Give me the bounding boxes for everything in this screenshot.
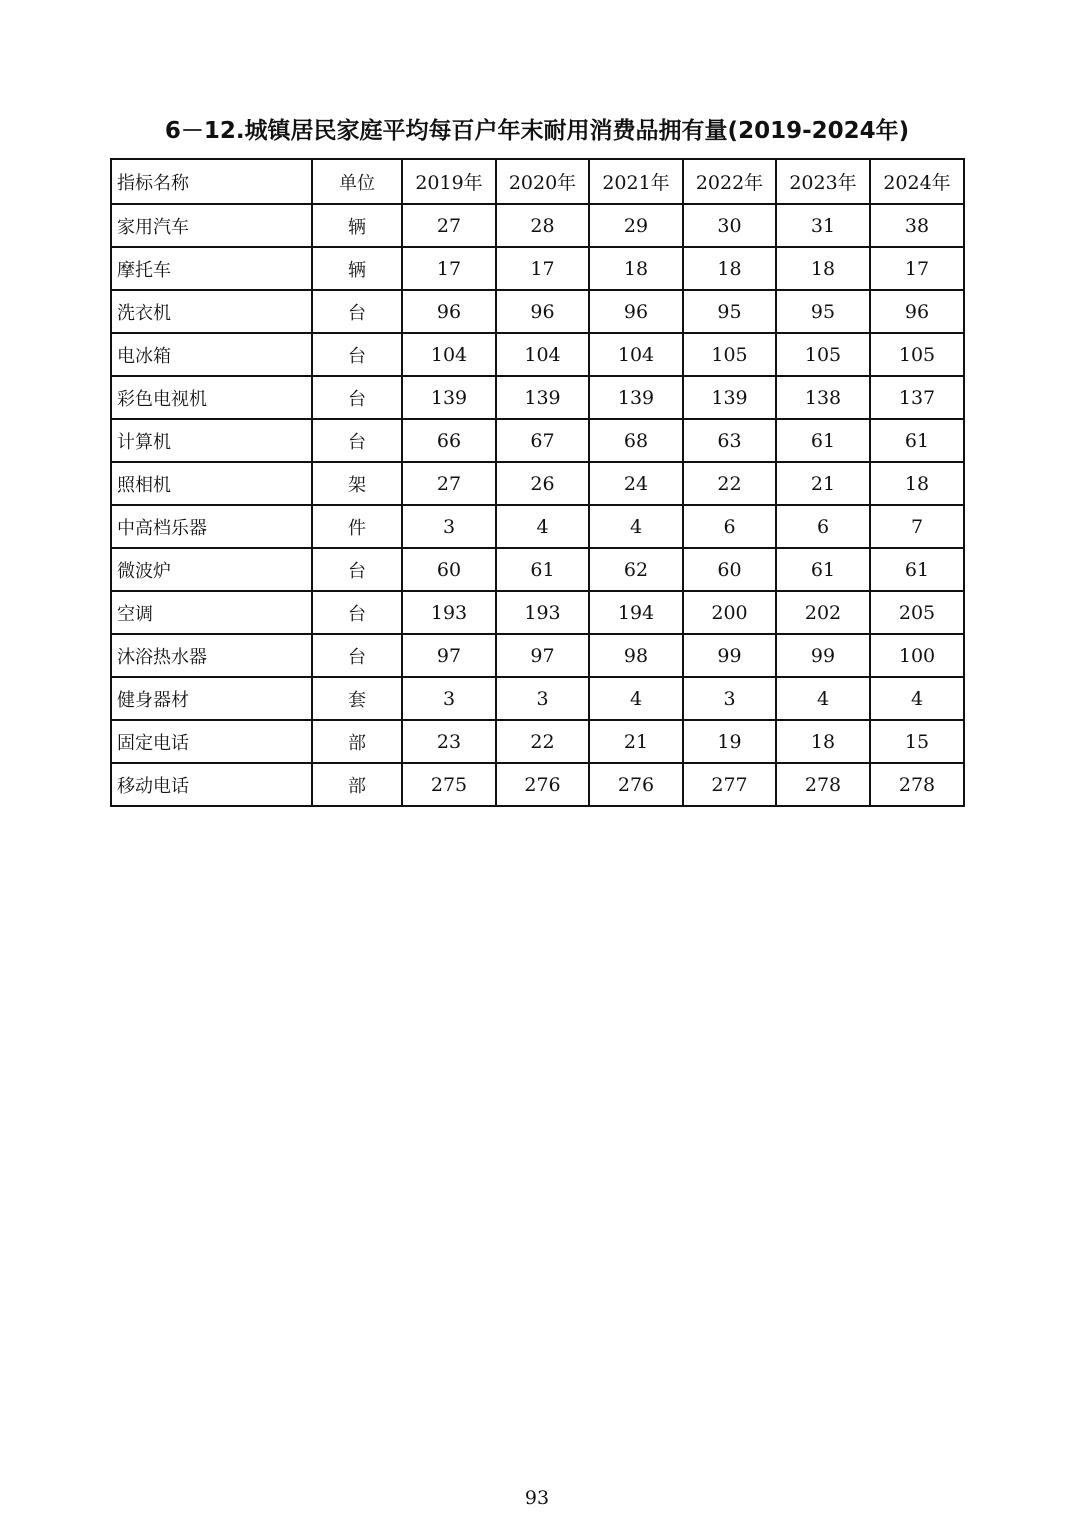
table-row (111, 247, 964, 290)
row-indicator-name: 洗衣机 (111, 290, 312, 333)
consumer-goods-table (110, 158, 965, 807)
row-value-cell: 139 (402, 376, 496, 419)
header-year-2019: 2019年 (402, 159, 496, 204)
row-value-cell: 61 (776, 548, 870, 591)
row-value-cell: 17 (496, 247, 589, 290)
row-value-cell: 104 (589, 333, 683, 376)
row-value-cell: 18 (683, 247, 776, 290)
table-row (111, 720, 964, 763)
row-value-cell: 95 (683, 290, 776, 333)
header-year-2023: 2023年 (776, 159, 870, 204)
row-value-cell: 139 (496, 376, 589, 419)
row-value-cell: 18 (776, 247, 870, 290)
row-value-cell: 29 (589, 204, 683, 247)
header-year-2021: 2021年 (589, 159, 683, 204)
row-value-cell: 3 (496, 677, 589, 720)
row-value-cell: 17 (402, 247, 496, 290)
row-value-cell: 27 (402, 462, 496, 505)
row-value-cell: 18 (870, 462, 964, 505)
row-unit: 台 (312, 419, 402, 462)
row-value-cell: 60 (683, 548, 776, 591)
row-value-cell: 205 (870, 591, 964, 634)
row-value-cell: 19 (683, 720, 776, 763)
row-value-cell: 200 (683, 591, 776, 634)
row-unit: 辆 (312, 204, 402, 247)
row-value-cell: 18 (589, 247, 683, 290)
row-value-cell: 278 (776, 763, 870, 806)
table-row (111, 505, 964, 548)
row-value-cell: 202 (776, 591, 870, 634)
row-value-cell: 66 (402, 419, 496, 462)
row-unit: 台 (312, 376, 402, 419)
row-value-cell: 61 (870, 548, 964, 591)
page-title: 6－12.城镇居民家庭平均每百户年末耐用消费品拥有量(2019-2024年) (164, 118, 910, 144)
row-value-cell: 98 (589, 634, 683, 677)
row-value-cell: 67 (496, 419, 589, 462)
row-value-cell: 139 (589, 376, 683, 419)
table-row (111, 763, 964, 806)
row-value-cell: 105 (776, 333, 870, 376)
row-value-cell: 99 (776, 634, 870, 677)
row-value-cell: 22 (683, 462, 776, 505)
row-unit: 台 (312, 290, 402, 333)
row-value-cell: 105 (870, 333, 964, 376)
row-value-cell: 63 (683, 419, 776, 462)
row-indicator-name: 家用汽车 (111, 204, 312, 247)
row-indicator-name: 沐浴热水器 (111, 634, 312, 677)
row-indicator-name: 中高档乐器 (111, 505, 312, 548)
row-value-cell: 4 (589, 677, 683, 720)
row-value-cell: 27 (402, 204, 496, 247)
table-row (111, 290, 964, 333)
row-value-cell: 278 (870, 763, 964, 806)
row-value-cell: 7 (870, 505, 964, 548)
row-indicator-name: 健身器材 (111, 677, 312, 720)
header-year-2024: 2024年 (870, 159, 964, 204)
row-value-cell: 105 (683, 333, 776, 376)
row-value-cell: 138 (776, 376, 870, 419)
row-value-cell: 60 (402, 548, 496, 591)
row-value-cell: 104 (402, 333, 496, 376)
header-year-2022: 2022年 (683, 159, 776, 204)
row-indicator-name: 照相机 (111, 462, 312, 505)
row-indicator-name: 固定电话 (111, 720, 312, 763)
row-value-cell: 30 (683, 204, 776, 247)
row-value-cell: 18 (776, 720, 870, 763)
row-value-cell: 275 (402, 763, 496, 806)
row-value-cell: 38 (870, 204, 964, 247)
row-value-cell: 97 (402, 634, 496, 677)
table-row (111, 548, 964, 591)
table-row (111, 462, 964, 505)
row-value-cell: 62 (589, 548, 683, 591)
header-year-2020: 2020年 (496, 159, 589, 204)
row-unit: 部 (312, 720, 402, 763)
row-value-cell: 15 (870, 720, 964, 763)
page-number: 93 (524, 1487, 550, 1509)
row-value-cell: 24 (589, 462, 683, 505)
row-value-cell: 193 (402, 591, 496, 634)
row-value-cell: 21 (589, 720, 683, 763)
row-value-cell: 4 (496, 505, 589, 548)
table-header-row (111, 159, 964, 204)
row-value-cell: 3 (402, 677, 496, 720)
row-indicator-name: 计算机 (111, 419, 312, 462)
row-value-cell: 4 (870, 677, 964, 720)
row-value-cell: 193 (496, 591, 589, 634)
row-value-cell: 23 (402, 720, 496, 763)
row-value-cell: 22 (496, 720, 589, 763)
row-value-cell: 95 (776, 290, 870, 333)
row-value-cell: 96 (589, 290, 683, 333)
row-value-cell: 28 (496, 204, 589, 247)
table-row (111, 204, 964, 247)
row-value-cell: 96 (870, 290, 964, 333)
row-unit: 架 (312, 462, 402, 505)
row-unit: 套 (312, 677, 402, 720)
row-value-cell: 4 (589, 505, 683, 548)
row-value-cell: 6 (776, 505, 870, 548)
table-row (111, 333, 964, 376)
row-value-cell: 17 (870, 247, 964, 290)
row-value-cell: 99 (683, 634, 776, 677)
row-value-cell: 6 (683, 505, 776, 548)
row-value-cell: 31 (776, 204, 870, 247)
table-row (111, 591, 964, 634)
row-value-cell: 96 (402, 290, 496, 333)
row-value-cell: 61 (776, 419, 870, 462)
row-value-cell: 21 (776, 462, 870, 505)
row-value-cell: 96 (496, 290, 589, 333)
row-unit: 台 (312, 548, 402, 591)
table-row (111, 376, 964, 419)
table-row (111, 419, 964, 462)
row-value-cell: 68 (589, 419, 683, 462)
row-indicator-name: 摩托车 (111, 247, 312, 290)
row-value-cell: 137 (870, 376, 964, 419)
row-indicator-name: 空调 (111, 591, 312, 634)
row-value-cell: 139 (683, 376, 776, 419)
row-indicator-name: 彩色电视机 (111, 376, 312, 419)
table-row (111, 634, 964, 677)
row-value-cell: 276 (496, 763, 589, 806)
row-value-cell: 194 (589, 591, 683, 634)
row-value-cell: 97 (496, 634, 589, 677)
row-value-cell: 277 (683, 763, 776, 806)
row-value-cell: 4 (776, 677, 870, 720)
header-indicator-name: 指标名称 (111, 159, 312, 204)
row-unit: 件 (312, 505, 402, 548)
row-value-cell: 26 (496, 462, 589, 505)
row-indicator-name: 移动电话 (111, 763, 312, 806)
row-unit: 辆 (312, 247, 402, 290)
row-value-cell: 61 (496, 548, 589, 591)
row-indicator-name: 微波炉 (111, 548, 312, 591)
header-unit: 单位 (312, 159, 402, 204)
row-value-cell: 104 (496, 333, 589, 376)
row-value-cell: 100 (870, 634, 964, 677)
row-value-cell: 61 (870, 419, 964, 462)
table-body (111, 159, 964, 806)
row-indicator-name: 电冰箱 (111, 333, 312, 376)
row-value-cell: 3 (683, 677, 776, 720)
row-unit: 部 (312, 763, 402, 806)
row-unit: 台 (312, 591, 402, 634)
row-value-cell: 3 (402, 505, 496, 548)
row-unit: 台 (312, 333, 402, 376)
row-unit: 台 (312, 634, 402, 677)
row-value-cell: 276 (589, 763, 683, 806)
table-row (111, 677, 964, 720)
